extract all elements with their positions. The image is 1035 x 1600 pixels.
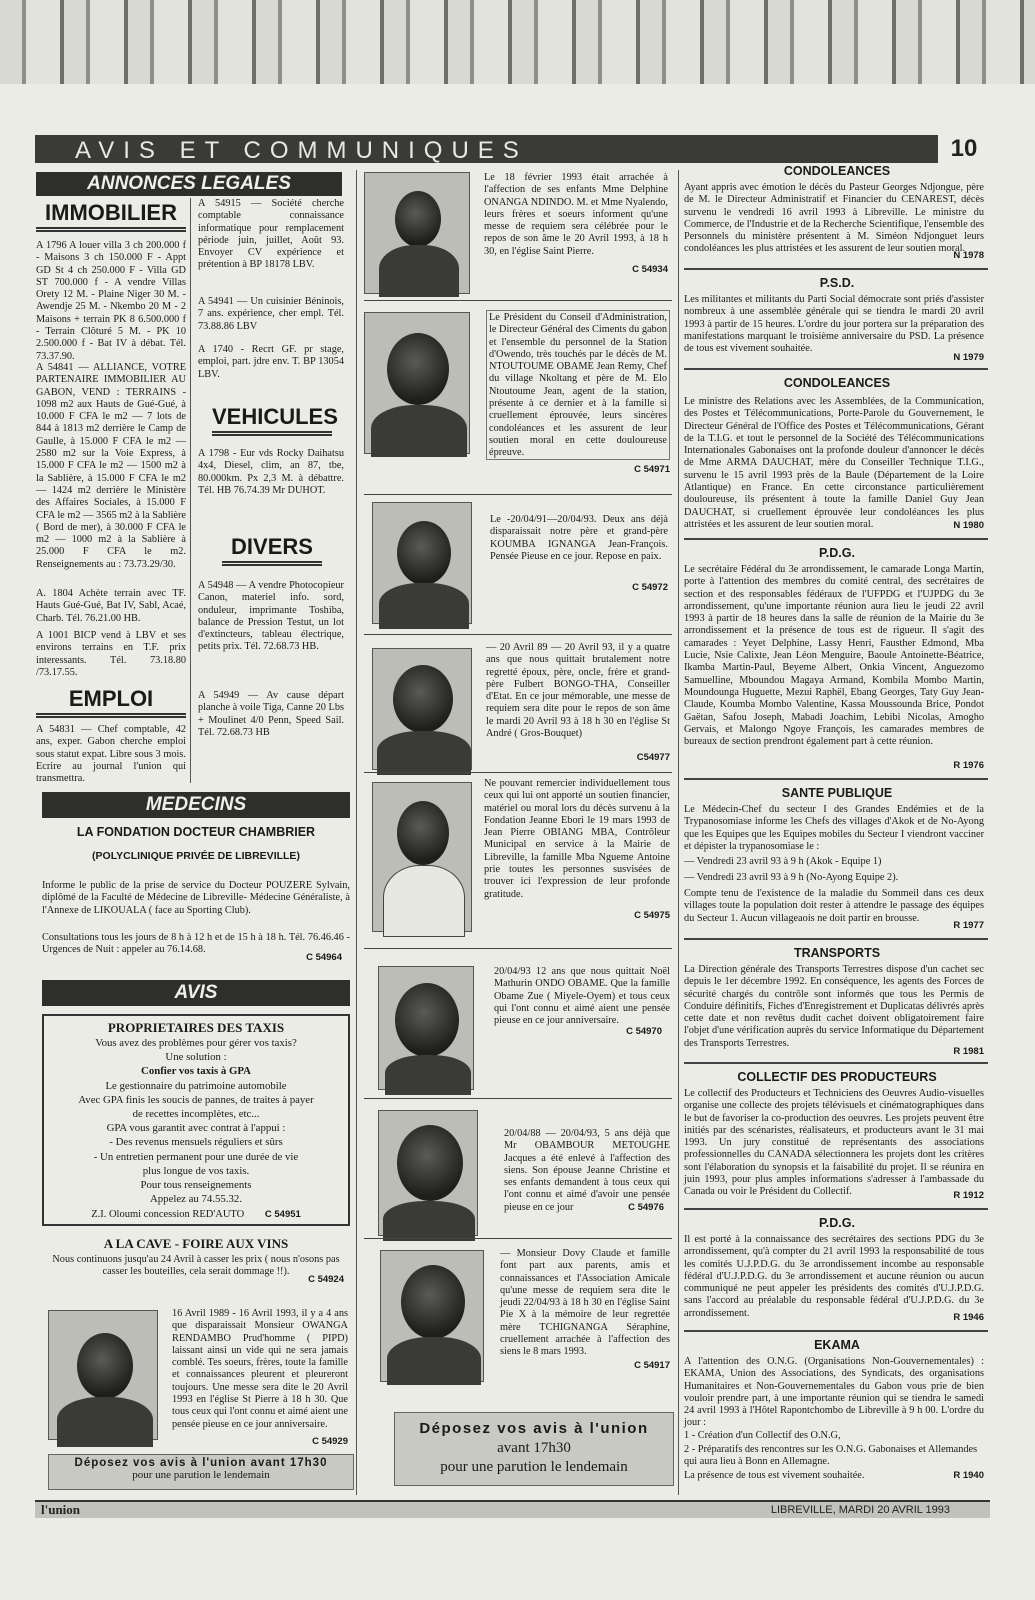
taxis-line: GPA vous garantit avec contrat à l'appui : bbox=[106, 1122, 286, 1135]
footer-date: LIBREVILLE, MARDI 20 AVRIL 1993 bbox=[770, 1504, 950, 1516]
taxis-line: Une solution : bbox=[165, 1051, 227, 1064]
notice-obambour: 20/04/88 — 20/04/93, 5 ans déjà que Mr OBAMBOUR METOUGHE Jacques a été enlevé à l'affection des siens. Son épouse Jeanne Christine et ses enfants demandent à tous ceux qui l'ont connu et aimé d'avoir une pensée pieuse en ce jour bbox=[504, 1128, 670, 1213]
code-n1980: N 1980 bbox=[953, 520, 984, 531]
condoleances-heading-2: CONDOLEANCES bbox=[783, 376, 891, 390]
vehicules-heading: VEHICULES bbox=[212, 404, 332, 436]
notice-bongotha-code: C54977 bbox=[636, 752, 670, 763]
page-number: 10 bbox=[938, 135, 990, 163]
deposez-mid-line3: pour une parution le lendemain bbox=[440, 1459, 628, 1475]
ekama-item-1: 1 - Création d'un Collectif des O.N.G, bbox=[684, 1430, 841, 1441]
condoleances-heading-1: CONDOLEANCES bbox=[783, 164, 891, 178]
taxis-line: Avec GPA finis les soucis de pannes, de traites à payer bbox=[78, 1093, 314, 1106]
divider bbox=[684, 368, 988, 370]
notice-onanga: Le 18 février 1993 était arrachée à l'affection de ses enfants Mme Delphine ONANGA NDINDO. M. et Mme Nyalendo, leurs frères et soeurs informent qu'une messe de requiem sera célébrée pour le repos de son âme le 20 Avril 1993, à 18 h 30, en l'église Saint Pierre. bbox=[484, 172, 668, 257]
ekama-closing: La présence de tous est vivement souhaitée. bbox=[684, 1470, 865, 1481]
notice-condoleances-ndjongue: Ayant appris avec émotion le décès du Pasteur Georges Ndjongue, père de M. le Directeur Administratif et Financier du CENAREST, décès survenu le vendredi 16 avril 1993 à Libreville. Le ministre du Commerce, de l'Industrie et de la Recherche Scientifique, l'ensemble des Personnels du ministère présentent à M. Siméon Ndjonguet leurs condoléances les plus attristées et les assurent de leur soutien moral. bbox=[684, 182, 984, 255]
divider bbox=[684, 1330, 988, 1332]
portrait-onanga bbox=[364, 172, 470, 294]
portrait-koumba bbox=[372, 502, 472, 624]
cave-code: C 54924 bbox=[308, 1274, 344, 1285]
code-n1978: N 1978 bbox=[953, 250, 984, 261]
footer-logo: l'union bbox=[41, 1502, 81, 1517]
deposez-left-line1: Déposez vos avis à l'union avant 17h30 bbox=[74, 1457, 328, 1469]
notice-obambour-code: C 54976 bbox=[628, 1202, 664, 1213]
deposez-mid-line1: Déposez vos avis à l'union bbox=[419, 1420, 649, 1437]
taxis-line: Appelez au 74.55.32. bbox=[149, 1193, 243, 1206]
divider bbox=[684, 538, 988, 540]
transports-heading: TRANSPORTS bbox=[793, 946, 881, 960]
notice-tchignanga: — Monsieur Dovy Claude et famille font part aux parents, amis et connaissances et l'Association Amicale qu'une messe de requiem sera dite le jeudi 22/04/93 à 18 h 30 en l'église Saint Pie X à la mémoire de leur regrettée mère TCHIGNANGA Séraphine, cruellement arrachée à l'affection des siens le 8 mars 1993. bbox=[500, 1248, 670, 1358]
scan-top-background bbox=[0, 0, 1035, 84]
taxis-code: C 54951 bbox=[264, 1209, 301, 1221]
notice-pdg-ujpdg: Il est porté à la connaissance des secrétaires des sections PDG du 3e arrondissement, qu'à compter du 21 avril 1993 la responsabilité de tous les comités U.J.P.D.G. du 3e arrondissement incombe au responsable fédéral d'U.J.P.D.G. du 3e arrondissement et aucune réunion ou aucun communiqué ne peut appeler les présidents des comités d'U.J.P.D.G. sans l'accord au préalable du responsable fédéral d'U.J.P.D.G. du 3e arrondissement. bbox=[684, 1234, 984, 1319]
ad-a54831: A 54831 — Chef comptable, 42 ans, exper. Gabon cherche emploi sous statut expat. Libre sous 3 mois. Ecrire au journal l'union qui transmettra. bbox=[36, 724, 186, 785]
ad-a54949: A 54949 — Av cause départ planche à voile Tiga, Canne 20 Lbs + Moulinet 4/0 Penn, Speed Sail. Tél. 72.68.73 HB bbox=[198, 690, 344, 738]
immobilier-heading: IMMOBILIER bbox=[36, 200, 186, 232]
portrait-ondo bbox=[378, 966, 474, 1090]
notice-obiang-code: C 54975 bbox=[634, 910, 670, 921]
code-r1977: R 1977 bbox=[953, 920, 984, 931]
divider bbox=[684, 1062, 988, 1064]
taxis-line: Confier vos taxis à GPA bbox=[141, 1065, 251, 1078]
portrait-bongotha bbox=[372, 648, 472, 770]
ad-a1796: A 1796 A louer villa 3 ch 200.000 f - Maisons 3 ch 150.000 F - Appt GD St 4 ch 250.000 F - Villa GD ST 700.000 f - A vendre Villas Orety 12 M. - Plaine Niger 30 M. - Awendje 25 M. - Nkembo 20 M - 2 Maisons + terrain PK 8 6.500.000 f - Terrain Clôturé 5 M. - PK 10 2.500.000 f - Bat IV à débat. Tél. 73.37.90. bbox=[36, 240, 186, 362]
divider bbox=[684, 778, 988, 780]
divider bbox=[364, 772, 672, 773]
ekama-item-2: 2 - Préparatifs des rencontres sur les O.N.G. Gabonaises et Allemandes qui aura lieu à Bonn en Allemagne. bbox=[684, 1444, 978, 1468]
code-r1981: R 1981 bbox=[953, 1046, 984, 1057]
code-r1912: R 1912 bbox=[953, 1190, 984, 1201]
deposez-box-mid bbox=[394, 1412, 674, 1486]
ad-a1740: A 1740 - Recrt GF. pr stage, emploi, part. jdre env. T. BP 13054 LBV. bbox=[198, 344, 344, 380]
column-divider bbox=[190, 198, 191, 783]
medecins-heading: MEDECINS bbox=[42, 792, 350, 818]
notice-collectif: Le collectif des Producteurs et Techniciens des Oeuvres Audio-visuelles organise une collecte des projets télévisuels et cinématographiques dans le but de favoriser la co-production des oeuvres. Les projets peuvent être initiés par des scénaristes, réalisateurs, et producteurs avant le 31 mai 1993. Un jury constitué de représentants des associations professionnelles du CANADA sélectionnera les projets dont les critères sont l'élaboration du synopsis et la faisabilité du projet. Il se réunira en juin 1993, pour plus amples informations s'adresser à l'ambassade du Canada ou voir le Président du Collectif. bbox=[684, 1088, 984, 1198]
section-banner bbox=[35, 135, 990, 163]
page-footer bbox=[35, 1500, 990, 1518]
notice-ntoutoume: Le Président du Conseil d'Administration, le Directeur Général des Ciments du gabon et l'ensemble du personnel de la Station d'Owendo, très touchés par le décès de M. NTOUTOUME OBAME Jean Remy, Chef du village Nkoltang et père de M. Elo Ntoutoume Jean, agent de la station, présente à ce dernier et à la famille si cruellement éprouvée, leurs sincères condoléances et les assurent de leur soutien moral en cette douloureuse épreuve. bbox=[486, 310, 670, 460]
ad-a1001: A 1001 BICP vend à LBV et ses environs terrains en T.F. prix interessants. Tél. 73.18.80 /73.17.55. bbox=[36, 630, 186, 678]
pdg-heading-1: P.D.G. bbox=[819, 546, 855, 560]
medecins-text: Informe le public de la prise de service du Docteur POUZERE Sylvain, diplômé de la Faculté de Médecine de Libreville- Médecine Généraliste, à l'Annexe de LIKOUALA ( face au Sporting Club). bbox=[42, 880, 350, 916]
ad-a54915: A 54915 — Société cherche comptable connaissance informatique pour remplacement période juin, juillet, Août 93. Envoyer CV expérience et prétention à BP 18178 LBV. bbox=[198, 198, 344, 271]
taxis-line: Pour tous renseignements bbox=[140, 1179, 252, 1192]
ekama-heading: EKAMA bbox=[814, 1338, 860, 1352]
divider bbox=[364, 494, 672, 495]
sante-conclusion: Compte tenu de l'existence de la maladie du Sommeil dans ces deux villages toute la population doit rester à attendre le passage des équipes du Secteur 1. Aucun villageaois ne doit partir en brousse. bbox=[684, 888, 984, 924]
sante-publique-heading: SANTE PUBLIQUE bbox=[781, 786, 893, 800]
deposez-left-line2: pour une parution le lendemain bbox=[132, 1469, 270, 1481]
collectif-heading: COLLECTIF DES PRODUCTEURS bbox=[737, 1070, 937, 1084]
notice-onanga-code: C 54934 bbox=[632, 264, 668, 275]
medecins-hours: Consultations tous les jours de 8 h à 12 h et de 15 h à 18 h. Tél. 76.46.46 - Urgences de Nuit : appeler au 76.14.68. bbox=[42, 932, 350, 956]
taxis-line: Vous avez des problèmes pour gérer vos taxis? bbox=[95, 1037, 297, 1049]
notice-koumba-code: C 54972 bbox=[632, 582, 668, 593]
owanga-code: C 54929 bbox=[312, 1436, 348, 1447]
deposez-mid-line2: avant 17h30 bbox=[497, 1440, 571, 1456]
notice-ondo: 20/04/93 12 ans que nous quittait Noël Mathurin ONDO OBAME. Que la famille Obame Zue ( Miyele-Oyem) et tous ceux qui l'ont connu et aimé aient une pensée pieuse en ce jour anniversaire. bbox=[494, 966, 670, 1027]
taxis-line: - Des revenus mensuels réguliers et sûrs bbox=[109, 1136, 283, 1149]
notice-ntoutoume-code: C 54971 bbox=[634, 464, 670, 475]
divider bbox=[364, 948, 672, 949]
divider bbox=[364, 634, 672, 635]
divider bbox=[684, 268, 988, 270]
deposez-box-left bbox=[48, 1454, 354, 1490]
sante-item-noayong: — Vendredi 23 avril 93 à 9 h (No-Ayong Equipe 2). bbox=[684, 872, 899, 883]
notice-ekama: A l'attention des O.N.G. (Organisations Non-Gouvernementales) : EKAMA, Union des Associations, des Syndicats, des organisations Humanitaires et Non-Gouvernementales du Gabon vous prie de bien vouloir prendre part, à une importante réunion qui se tiendra le samedi 24 avril 1993 à l'Hôtel Rapontchombo de Libreville à 9 h 00. L'ordre du jour : bbox=[684, 1356, 984, 1429]
notice-ondo-code: C 54970 bbox=[626, 1026, 662, 1037]
notice-condoleances-dauchat: Le ministre des Relations avec les Assemblées, de la Communication, des Postes et Télécommunications, Porte-Parole du Gouvernement, le Directeur Général de l'Office des Postes et Télécommunications, Gérant de la T.I.G. et tout le personnel de la Société des Télécommunications Internationales Gabonaises ont la profonde douleur d'annoncer le décès de Mme ARMA DAUCHAT, mère du Conseiller Technique T.I.G., survenu le 15 avril 1993 près de la Baule (Département de la Loire Atlantique) en France. En cette circonstance particulièrement douloureuse, ils présentent à toute la famille Daniel Guy Jean DAUCHAT, si cruellement éprouvée leur condoléances les plus attristées et les assurent de leur soutien moral. bbox=[684, 396, 984, 530]
taxis-line: de recettes incomplètes, etc... bbox=[132, 1108, 260, 1121]
medecins-title: LA FONDATION DOCTEUR CHAMBRIER bbox=[76, 825, 316, 839]
divider bbox=[684, 938, 988, 940]
notice-bongotha: — 20 Avril 89 — 20 Avril 93, il y a quatre ans que nous quittait brutalement notre regretté époux, père, oncle, frère et grand-père Fulbert BONGO-THA, Conseiller d'Etat. En ce jour mémorable, une messe de requiem sera dite pour le repos de son âme le mardi 20 Avril 93 à 18 h 30 en l'église St André ( Gros-Bouquet) bbox=[486, 642, 670, 740]
notice-tchignanga-code: C 54917 bbox=[634, 1360, 670, 1371]
emploi-heading: EMPLOI bbox=[36, 686, 186, 718]
portrait-tchignanga bbox=[380, 1250, 484, 1382]
portrait-owanga bbox=[48, 1310, 158, 1440]
cave-title: A LA CAVE - FOIRE AUX VINS bbox=[103, 1236, 289, 1251]
pdg-heading-2: P.D.G. bbox=[819, 1216, 855, 1230]
code-r1946: R 1946 bbox=[953, 1312, 984, 1323]
ad-a1804: A. 1804 Achète terrain avec TF. Hauts Gué-Gué, Bat IV, Sabl, Acaé, Charb. Tél. 76.21.00 HB. bbox=[36, 588, 186, 624]
avis-heading: AVIS bbox=[42, 980, 350, 1006]
notice-obiang: Ne pouvant remercier individuellement tous ceux qui lui ont apporté un soutien financier, matériel ou moral lors du décès survenu à la Fondation Jeanne Ebori le 19 mars 1993 de Jean Pierre OBIANG MBA, Contrôleur Municipal en service à la Mairie de Libreville, la famille Mba Ngueme Antoine prie toutes les personnes susvisées de trouver ici l'expression de leur profonde gratitude. bbox=[484, 778, 670, 900]
code-r1940: R 1940 bbox=[953, 1470, 984, 1481]
code-r1976: R 1976 bbox=[953, 760, 984, 771]
medecins-code: C 54964 bbox=[306, 952, 342, 963]
portrait-obambour bbox=[378, 1110, 478, 1236]
notice-pdg-reunion: Le secrétaire Fédéral du 3e arrondissement, le camarade Longa Martin, porte à l'attention des membres du comité central, des secrétaires de section et des responsables fédéraux de l'UFPDG et l'UJPDG du 3e arrondissement, qu'une importante réunion aura lieu le jeudi 22 avril 1993 à partir de 18 heures dans la salle de réunion de la Mairie du 3e arrondissement et la présence de tous est de rigueur. Il s'agit des camarades : Yeyet Delphine, Lassy Henri, Fausther Edmond, Mba Lucie, Nsie Calixte, Jean Léon Menguire, Baoule Antoinette-Béatrice, Ikamba Martin-Paul, Beyeme Albert, Onkia Vincent, Anguezomo Samuelline, Mboundou Magaya Armand, Kombila Mombo Martin, Moundounga Huguette, Mezui Raphël, Ebang Georges, Taty Guy Jean-Claude, Koumba Mombo Valentine, Kassa Moussounda Brice, Pondot Gaëtan, Safou Joseph, Mabadi Joachim, Lebibi Nicolas, Amogho Gervais, et Malongo Ngoye François, les camarades membres de bureaux de section prendront également part à cette réunion. bbox=[684, 564, 984, 748]
divider bbox=[364, 1238, 672, 1239]
taxis-advert-box bbox=[42, 1014, 350, 1226]
taxis-lines bbox=[50, 1036, 342, 1206]
annonces-legales-heading: ANNONCES LEGALES bbox=[36, 172, 342, 196]
medecins-subtitle: (POLYCLINIQUE PRIVÉE DE LIBREVILLE) bbox=[92, 850, 300, 862]
divider bbox=[364, 300, 672, 301]
ad-a1798: A 1798 - Eur vds Rocky Daihatsu 4x4, Diesel, clim, an 87, tbe, 80.000km. Px 2,3 M. à débattre. Tél. HB 76.74.39 Mr DUHOT. bbox=[198, 448, 344, 496]
notice-transports: La Direction générale des Transports Terrestres dispose d'un cachet sec depuis le 1er décembre 1992. En conséquence, les agents des Forces de sécurité chargés du contrôle sont informés que tous les Permis de Conduire définitifs, Fiches d'Enregistrement et Duplicatas délivrés après cette date et non revêtus dudit cachet doivent obligatoirement faire l'objet d'une vérification auprès du service Informatique du Département des Transports Terrestres. bbox=[684, 964, 984, 1049]
portrait-obiang bbox=[372, 782, 472, 932]
ad-a54941: A 54941 — Un cuisinier Béninois, 7 ans. expérience, cher empl. Tél. 73.88.86 LBV bbox=[198, 296, 344, 332]
taxis-line: plus longue de vos taxis. bbox=[142, 1164, 250, 1177]
divider bbox=[684, 1208, 988, 1210]
notice-sante: Le Médecin-Chef du secteur I des Grandes Endémies et de la Trypanosomiase informe les Chefs des villages d'Akok et de No-Ayong que les Equipes que les Equipes mobiles du Secteur I viendront vacciner et dépister la trypanosomiase le : bbox=[684, 804, 984, 852]
ad-a54948: A 54948 — A vendre Photocopieur Canon, materiel info. sord, onduleur, imprimante Toshiba, balance de Pression Testut, un lot d'extincteurs, tableau électrique, petits prix. Tél. 72.68.73 HB. bbox=[198, 580, 344, 653]
taxis-address: Z.I. Oloumi concession RED'AUTO bbox=[91, 1209, 245, 1221]
ad-a54841: A 54841 — ALLIANCE, VOTRE PARTENAIRE IMMOBILIER AU GABON, VEND : TERRAINS - 1098 m2 aux Hauts de Gué-Gué, à 10.000 F CFA le m2 — 7 lots de 844 à 1813 m2 derrière le Camp de Gaulle, à 15.000 F CFA le m2 — 2580 m2 sur la Voie Express, à 15.000 F CFA le m2 — 1500 m2 à la Sablière, à 15.000 F CFA le m2 — 1424 m2 derrière le Ministère des Affaires Sociales, à 15.000 F CFA le m2 — 3565 m2 à la Sablière ( Bord de mer), à 30.000 F CFA le m2 — 1000 m2 à la Sablière à 25.000 F CFA le m2. Renseignements au : 73.73.29/30. bbox=[36, 362, 186, 570]
taxis-line: - Un entretien permanent pour une durée de vie bbox=[93, 1150, 299, 1163]
taxis-title: PROPRIETAIRES DES TAXIS bbox=[107, 1020, 285, 1035]
psd-heading: P.S.D. bbox=[819, 276, 855, 290]
portrait-ntoutoume bbox=[364, 312, 470, 454]
column-divider bbox=[678, 170, 679, 1495]
cave-text: Nous continuons jusqu'au 24 Avril à casser les prix ( nous n'osons pas casser les bouteilles, cela serait dommage !!). bbox=[52, 1254, 340, 1278]
notice-psd: Les militantes et militants du Parti Social démocrate sont priés d'assister nombreux à une assemblée générale qui se tiendra le mardi 20 avril 1993 à partir de 15 heures. L'ordre du jour portera sur la préparation des manifestations marquant le troisième anniversaire du PSD. La présence de tous est vivement souhaitée. bbox=[684, 294, 984, 355]
taxis-line: Le gestionnaire du patrimoine automobile bbox=[105, 1079, 287, 1092]
column-divider bbox=[356, 170, 357, 1495]
notice-koumba: Le -20/04/91—20/04/93. Deux ans déjà disparaissait notre père et grand-père KOUMBA IGNANGA Jean-François. Pensée Pieuse en ce jour. Repose en paix. bbox=[490, 514, 668, 562]
code-n1979: N 1979 bbox=[953, 352, 984, 363]
divider bbox=[364, 1098, 672, 1099]
section-title: AVIS ET COMMUNIQUES bbox=[75, 137, 528, 164]
divers-heading: DIVERS bbox=[222, 534, 322, 566]
sante-item-akok: — Vendredi 23 avril 93 à 9 h (Akok - Equipe 1) bbox=[684, 856, 882, 867]
taxis-footer bbox=[50, 1208, 342, 1222]
owanga-text: 16 Avril 1989 - 16 Avril 1993, il y a 4 ans que disparaissait Monsieur OWANGA RENDAMBO Prud'homme ( PIPD) laissant ainsi un vide qui ne sera jamais comblé. Tes soeurs, frères, toute la famille et connaissances pleurent et pleureront toujours. Une messe sera dite le 20 Avril 1993 en l'église St Pierre à 18 h 30. Que tous ceux qui l'ont connu et aimé aient une pensée pieuse en ce jour anniversaire. bbox=[172, 1308, 348, 1430]
